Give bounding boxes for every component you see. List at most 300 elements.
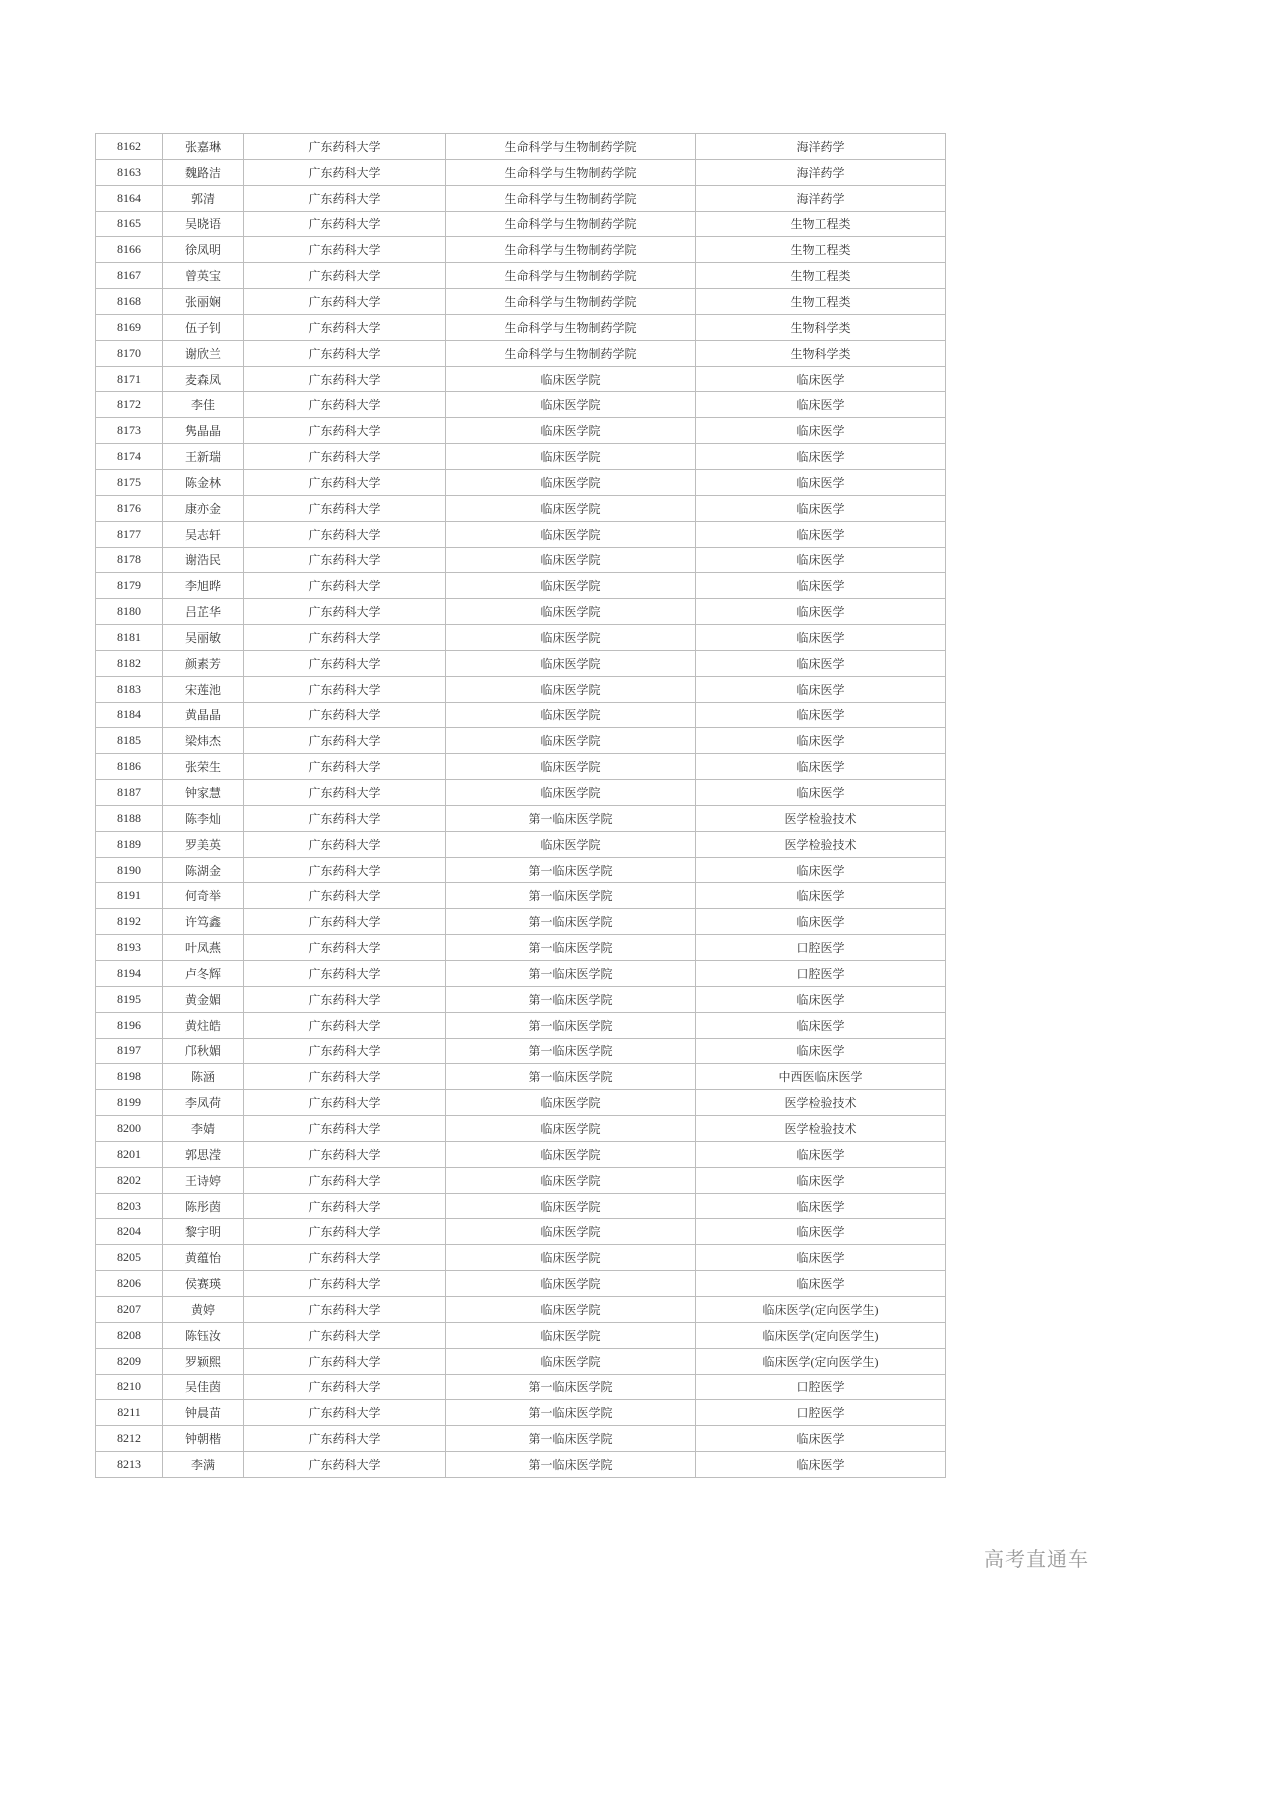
table-cell: 临床医学院 xyxy=(446,495,696,521)
table-cell: 8194 xyxy=(96,961,163,987)
table-cell: 广东药科大学 xyxy=(244,1038,446,1064)
table-cell: 临床医学 xyxy=(696,1012,946,1038)
table-cell: 8170 xyxy=(96,340,163,366)
table-cell: 临床医学 xyxy=(696,1426,946,1452)
table-cell: 临床医学院 xyxy=(446,728,696,754)
table-cell: 广东药科大学 xyxy=(244,728,446,754)
table-row xyxy=(96,237,946,263)
table-cell: 8204 xyxy=(96,1219,163,1245)
table-cell: 临床医学院 xyxy=(446,366,696,392)
table-cell: 广东药科大学 xyxy=(244,495,446,521)
table-cell: 8203 xyxy=(96,1193,163,1219)
table-row xyxy=(96,1271,946,1297)
table-cell: 8208 xyxy=(96,1322,163,1348)
table-cell: 广东药科大学 xyxy=(244,263,446,289)
table-cell: 钟晨苗 xyxy=(163,1400,244,1426)
table-cell: 临床医学 xyxy=(696,1452,946,1478)
table-cell: 医学检验技术 xyxy=(696,805,946,831)
table-cell: 临床医学 xyxy=(696,418,946,444)
table-cell: 陈彤茵 xyxy=(163,1193,244,1219)
table-cell: 第一临床医学院 xyxy=(446,935,696,961)
table-row xyxy=(96,754,946,780)
table-cell: 隽晶晶 xyxy=(163,418,244,444)
table-cell: 广东药科大学 xyxy=(244,1296,446,1322)
table-row xyxy=(96,857,946,883)
table-cell: 医学检验技术 xyxy=(696,1090,946,1116)
table-row xyxy=(96,314,946,340)
table-row xyxy=(96,573,946,599)
table-cell: 8162 xyxy=(96,134,163,160)
table-row xyxy=(96,1116,946,1142)
table-cell: 临床医学院 xyxy=(446,1271,696,1297)
table-row xyxy=(96,625,946,651)
table-row xyxy=(96,1064,946,1090)
table-cell: 罗颖熙 xyxy=(163,1348,244,1374)
table-cell: 临床医学 xyxy=(696,469,946,495)
table-cell: 第一临床医学院 xyxy=(446,1064,696,1090)
table-cell: 陈涵 xyxy=(163,1064,244,1090)
table-cell: 8165 xyxy=(96,211,163,237)
table-cell: 临床医学 xyxy=(696,366,946,392)
table-cell: 8187 xyxy=(96,780,163,806)
table-row xyxy=(96,650,946,676)
table-row xyxy=(96,1374,946,1400)
table-cell: 广东药科大学 xyxy=(244,599,446,625)
table-cell: 广东药科大学 xyxy=(244,831,446,857)
table-row xyxy=(96,1245,946,1271)
table-cell: 广东药科大学 xyxy=(244,573,446,599)
table-cell: 海洋药学 xyxy=(696,159,946,185)
table-cell: 广东药科大学 xyxy=(244,1374,446,1400)
table-cell: 8181 xyxy=(96,625,163,651)
table-cell: 王新瑞 xyxy=(163,444,244,470)
table-cell: 第一临床医学院 xyxy=(446,1452,696,1478)
table-cell: 生物工程类 xyxy=(696,237,946,263)
table-cell: 陈钰汝 xyxy=(163,1322,244,1348)
table-row xyxy=(96,159,946,185)
table-cell: 第一临床医学院 xyxy=(446,1012,696,1038)
table-cell: 吴志轩 xyxy=(163,521,244,547)
table-cell: 李佳 xyxy=(163,392,244,418)
table-cell: 广东药科大学 xyxy=(244,159,446,185)
table-cell: 广东药科大学 xyxy=(244,1348,446,1374)
table-cell: 生命科学与生物制药学院 xyxy=(446,289,696,315)
table-cell: 临床医学院 xyxy=(446,444,696,470)
table-cell: 广东药科大学 xyxy=(244,469,446,495)
table-row xyxy=(96,780,946,806)
table-cell: 生物科学类 xyxy=(696,314,946,340)
table-cell: 第一临床医学院 xyxy=(446,909,696,935)
table-cell: 临床医学院 xyxy=(446,702,696,728)
table-cell: 8201 xyxy=(96,1141,163,1167)
table-cell: 梁炜杰 xyxy=(163,728,244,754)
table-cell: 第一临床医学院 xyxy=(446,1038,696,1064)
table-cell: 徐凤明 xyxy=(163,237,244,263)
table-cell: 临床医学(定向医学生) xyxy=(696,1348,946,1374)
table-cell: 临床医学 xyxy=(696,1038,946,1064)
table-cell: 临床医学院 xyxy=(446,1116,696,1142)
table-cell: 临床医学院 xyxy=(446,1141,696,1167)
table-cell: 临床医学(定向医学生) xyxy=(696,1296,946,1322)
table-cell: 临床医学院 xyxy=(446,599,696,625)
table-cell: 广东药科大学 xyxy=(244,909,446,935)
table-cell: 广东药科大学 xyxy=(244,1245,446,1271)
table-cell: 吴晓语 xyxy=(163,211,244,237)
table-cell: 8176 xyxy=(96,495,163,521)
table-cell: 临床医学 xyxy=(696,625,946,651)
table-cell: 8192 xyxy=(96,909,163,935)
table-row xyxy=(96,1426,946,1452)
table-cell: 海洋药学 xyxy=(696,185,946,211)
table-cell: 8182 xyxy=(96,650,163,676)
table-cell: 郭清 xyxy=(163,185,244,211)
table-cell: 李满 xyxy=(163,1452,244,1478)
table-row xyxy=(96,1322,946,1348)
table-cell: 临床医学 xyxy=(696,444,946,470)
table-cell: 临床医学院 xyxy=(446,1322,696,1348)
table-cell: 广东药科大学 xyxy=(244,702,446,728)
table-cell: 临床医学院 xyxy=(446,831,696,857)
table-cell: 临床医学 xyxy=(696,1193,946,1219)
table-cell: 临床医学院 xyxy=(446,1219,696,1245)
table-cell: 临床医学院 xyxy=(446,469,696,495)
table-row xyxy=(96,1090,946,1116)
table-cell: 临床医学院 xyxy=(446,1090,696,1116)
table-row xyxy=(96,909,946,935)
table-cell: 口腔医学 xyxy=(696,1400,946,1426)
table-cell: 谢欣兰 xyxy=(163,340,244,366)
table-cell: 第一临床医学院 xyxy=(446,883,696,909)
table-cell: 临床医学 xyxy=(696,1141,946,1167)
table-cell: 8183 xyxy=(96,676,163,702)
table-cell: 许笃鑫 xyxy=(163,909,244,935)
table-row xyxy=(96,728,946,754)
table-cell: 8171 xyxy=(96,366,163,392)
table-cell: 临床医学 xyxy=(696,650,946,676)
table-cell: 8188 xyxy=(96,805,163,831)
table-cell: 广东药科大学 xyxy=(244,1219,446,1245)
table-cell: 广东药科大学 xyxy=(244,1400,446,1426)
table-row xyxy=(96,289,946,315)
table-cell: 广东药科大学 xyxy=(244,392,446,418)
table-cell: 广东药科大学 xyxy=(244,961,446,987)
table-cell: 临床医学院 xyxy=(446,754,696,780)
table-cell: 黄金媚 xyxy=(163,986,244,1012)
table-cell: 临床医学院 xyxy=(446,1348,696,1374)
table-cell: 吴丽敏 xyxy=(163,625,244,651)
table-row xyxy=(96,495,946,521)
table-cell: 广东药科大学 xyxy=(244,547,446,573)
table-cell: 8174 xyxy=(96,444,163,470)
table-cell: 广东药科大学 xyxy=(244,1012,446,1038)
table-cell: 生命科学与生物制药学院 xyxy=(446,159,696,185)
table-cell: 8175 xyxy=(96,469,163,495)
table-cell: 8179 xyxy=(96,573,163,599)
table-cell: 生物科学类 xyxy=(696,340,946,366)
table-cell: 黄蕴怡 xyxy=(163,1245,244,1271)
table-cell: 8173 xyxy=(96,418,163,444)
table-cell: 8205 xyxy=(96,1245,163,1271)
table-row xyxy=(96,883,946,909)
table-cell: 张荣生 xyxy=(163,754,244,780)
table-row xyxy=(96,1348,946,1374)
table-cell: 临床医学院 xyxy=(446,392,696,418)
table-row xyxy=(96,263,946,289)
table-cell: 临床医学院 xyxy=(446,573,696,599)
table-cell: 临床医学院 xyxy=(446,1167,696,1193)
table-cell: 广东药科大学 xyxy=(244,986,446,1012)
table-row xyxy=(96,1296,946,1322)
table-cell: 8197 xyxy=(96,1038,163,1064)
table-row xyxy=(96,599,946,625)
table-cell: 广东药科大学 xyxy=(244,185,446,211)
table-cell: 临床医学 xyxy=(696,780,946,806)
table-row xyxy=(96,1141,946,1167)
table-cell: 临床医学 xyxy=(696,702,946,728)
table-cell: 广东药科大学 xyxy=(244,857,446,883)
table-cell: 8189 xyxy=(96,831,163,857)
table-cell: 侯赛瑛 xyxy=(163,1271,244,1297)
table-cell: 8169 xyxy=(96,314,163,340)
table-row xyxy=(96,676,946,702)
table-row xyxy=(96,1219,946,1245)
table-cell: 陈金林 xyxy=(163,469,244,495)
table-cell: 临床医学院 xyxy=(446,625,696,651)
table-cell: 广东药科大学 xyxy=(244,418,446,444)
table-cell: 8211 xyxy=(96,1400,163,1426)
table-row xyxy=(96,185,946,211)
table-cell: 广东药科大学 xyxy=(244,625,446,651)
table-cell: 临床医学院 xyxy=(446,547,696,573)
table-cell: 广东药科大学 xyxy=(244,935,446,961)
table-cell: 广东药科大学 xyxy=(244,1167,446,1193)
table-row xyxy=(96,418,946,444)
table-cell: 临床医学院 xyxy=(446,780,696,806)
table-cell: 广东药科大学 xyxy=(244,1426,446,1452)
table-cell: 钟朝楷 xyxy=(163,1426,244,1452)
table-cell: 钟家慧 xyxy=(163,780,244,806)
table-row xyxy=(96,366,946,392)
table-cell: 临床医学 xyxy=(696,1245,946,1271)
table-cell: 何奇举 xyxy=(163,883,244,909)
table-cell: 广东药科大学 xyxy=(244,1322,446,1348)
table-cell: 邝秋媚 xyxy=(163,1038,244,1064)
table-cell: 中西医临床医学 xyxy=(696,1064,946,1090)
table-cell: 口腔医学 xyxy=(696,961,946,987)
table-cell: 宋莲池 xyxy=(163,676,244,702)
table-cell: 广东药科大学 xyxy=(244,340,446,366)
table-cell: 广东药科大学 xyxy=(244,314,446,340)
table-cell: 广东药科大学 xyxy=(244,134,446,160)
table-cell: 生命科学与生物制药学院 xyxy=(446,185,696,211)
table-cell: 临床医学院 xyxy=(446,418,696,444)
table-cell: 麦森凤 xyxy=(163,366,244,392)
table-cell: 伍子钊 xyxy=(163,314,244,340)
table-cell: 临床医学 xyxy=(696,676,946,702)
table-cell: 生命科学与生物制药学院 xyxy=(446,314,696,340)
table-cell: 第一临床医学院 xyxy=(446,1400,696,1426)
table-cell: 临床医学 xyxy=(696,599,946,625)
table-row xyxy=(96,986,946,1012)
table-cell: 临床医学 xyxy=(696,728,946,754)
table-cell: 李旭晔 xyxy=(163,573,244,599)
table-cell: 8178 xyxy=(96,547,163,573)
table-row xyxy=(96,961,946,987)
table-cell: 8172 xyxy=(96,392,163,418)
table-cell: 临床医学院 xyxy=(446,521,696,547)
table-cell: 广东药科大学 xyxy=(244,754,446,780)
table-cell: 第一临床医学院 xyxy=(446,857,696,883)
table-cell: 8190 xyxy=(96,857,163,883)
table-cell: 临床医学 xyxy=(696,1167,946,1193)
table-cell: 口腔医学 xyxy=(696,935,946,961)
table-row xyxy=(96,392,946,418)
table-cell: 医学检验技术 xyxy=(696,831,946,857)
table-row xyxy=(96,469,946,495)
table-cell: 临床医学 xyxy=(696,392,946,418)
table-cell: 谢浩民 xyxy=(163,547,244,573)
table-cell: 临床医学 xyxy=(696,986,946,1012)
table-cell: 陈湖金 xyxy=(163,857,244,883)
table-cell: 张丽娴 xyxy=(163,289,244,315)
table-row xyxy=(96,702,946,728)
table-cell: 黎宇明 xyxy=(163,1219,244,1245)
table-cell: 8213 xyxy=(96,1452,163,1478)
table-cell: 广东药科大学 xyxy=(244,780,446,806)
table-cell: 8168 xyxy=(96,289,163,315)
table-cell: 医学检验技术 xyxy=(696,1116,946,1142)
table-row xyxy=(96,805,946,831)
table-cell: 第一临床医学院 xyxy=(446,986,696,1012)
table-cell: 广东药科大学 xyxy=(244,521,446,547)
table-cell: 临床医学院 xyxy=(446,1245,696,1271)
table-row xyxy=(96,1400,946,1426)
table-cell: 广东药科大学 xyxy=(244,1064,446,1090)
table-row xyxy=(96,831,946,857)
table-cell: 陈李灿 xyxy=(163,805,244,831)
table-cell: 王诗婷 xyxy=(163,1167,244,1193)
table-cell: 广东药科大学 xyxy=(244,366,446,392)
table-cell: 8199 xyxy=(96,1090,163,1116)
table-cell: 8200 xyxy=(96,1116,163,1142)
table-cell: 生命科学与生物制药学院 xyxy=(446,263,696,289)
table-cell: 8209 xyxy=(96,1348,163,1374)
table-cell: 广东药科大学 xyxy=(244,883,446,909)
table-cell: 8193 xyxy=(96,935,163,961)
table-row xyxy=(96,1038,946,1064)
table-cell: 黄婷 xyxy=(163,1296,244,1322)
table-row xyxy=(96,134,946,160)
table-cell: 临床医学 xyxy=(696,754,946,780)
table-cell: 临床医学 xyxy=(696,521,946,547)
table-cell: 8164 xyxy=(96,185,163,211)
table-row xyxy=(96,1452,946,1478)
table-cell: 广东药科大学 xyxy=(244,444,446,470)
table-cell: 临床医学院 xyxy=(446,676,696,702)
table-row xyxy=(96,1193,946,1219)
table-cell: 吴佳茵 xyxy=(163,1374,244,1400)
student-major-assignment-table xyxy=(95,133,946,1478)
table-cell: 生命科学与生物制药学院 xyxy=(446,340,696,366)
table-row xyxy=(96,547,946,573)
table-cell: 生物工程类 xyxy=(696,263,946,289)
table-cell: 第一临床医学院 xyxy=(446,961,696,987)
table-cell: 第一临床医学院 xyxy=(446,805,696,831)
table-cell: 8184 xyxy=(96,702,163,728)
table-cell: 8163 xyxy=(96,159,163,185)
table-cell: 8206 xyxy=(96,1271,163,1297)
table-cell: 广东药科大学 xyxy=(244,1271,446,1297)
table-cell: 康亦金 xyxy=(163,495,244,521)
table-cell: 罗美英 xyxy=(163,831,244,857)
table-cell: 临床医学(定向医学生) xyxy=(696,1322,946,1348)
table-cell: 第一临床医学院 xyxy=(446,1374,696,1400)
table-cell: 黄炷皓 xyxy=(163,1012,244,1038)
table-cell: 广东药科大学 xyxy=(244,211,446,237)
table-cell: 临床医学 xyxy=(696,1219,946,1245)
table-cell: 临床医学 xyxy=(696,857,946,883)
table-cell: 8185 xyxy=(96,728,163,754)
table-cell: 广东药科大学 xyxy=(244,1452,446,1478)
table-cell: 黄晶晶 xyxy=(163,702,244,728)
table-cell: 8180 xyxy=(96,599,163,625)
table-cell: 临床医学院 xyxy=(446,650,696,676)
table-cell: 8191 xyxy=(96,883,163,909)
table-cell: 曾英宝 xyxy=(163,263,244,289)
table-cell: 卢冬辉 xyxy=(163,961,244,987)
table-cell: 广东药科大学 xyxy=(244,1141,446,1167)
table-cell: 广东药科大学 xyxy=(244,1090,446,1116)
table-cell: 生物工程类 xyxy=(696,211,946,237)
table-cell: 8212 xyxy=(96,1426,163,1452)
table-cell: 临床医学院 xyxy=(446,1193,696,1219)
table-cell: 广东药科大学 xyxy=(244,676,446,702)
table-cell: 8202 xyxy=(96,1167,163,1193)
table-cell: 8166 xyxy=(96,237,163,263)
table-cell: 叶凤燕 xyxy=(163,935,244,961)
student-table-body xyxy=(96,134,946,1478)
table-cell: 8167 xyxy=(96,263,163,289)
table-cell: 8195 xyxy=(96,986,163,1012)
table-cell: 临床医学 xyxy=(696,883,946,909)
table-cell: 临床医学 xyxy=(696,1271,946,1297)
table-cell: 生命科学与生物制药学院 xyxy=(446,237,696,263)
table-cell: 吕芷华 xyxy=(163,599,244,625)
table-cell: 郭思滢 xyxy=(163,1141,244,1167)
table-cell: 临床医学 xyxy=(696,573,946,599)
table-cell: 临床医学 xyxy=(696,495,946,521)
table-cell: 生物工程类 xyxy=(696,289,946,315)
table-cell: 8177 xyxy=(96,521,163,547)
table-cell: 广东药科大学 xyxy=(244,650,446,676)
table-row xyxy=(96,521,946,547)
table-cell: 8210 xyxy=(96,1374,163,1400)
table-cell: 广东药科大学 xyxy=(244,1116,446,1142)
table-cell: 生命科学与生物制药学院 xyxy=(446,211,696,237)
table-cell: 临床医学 xyxy=(696,909,946,935)
table-row xyxy=(96,340,946,366)
table-cell: 8207 xyxy=(96,1296,163,1322)
table-row xyxy=(96,935,946,961)
table-cell: 海洋药学 xyxy=(696,134,946,160)
table-cell: 李凤荷 xyxy=(163,1090,244,1116)
table-row xyxy=(96,211,946,237)
table-cell: 第一临床医学院 xyxy=(446,1426,696,1452)
table-cell: 张嘉琳 xyxy=(163,134,244,160)
table-cell: 临床医学 xyxy=(696,547,946,573)
table-cell: 广东药科大学 xyxy=(244,289,446,315)
table-cell: 魏路洁 xyxy=(163,159,244,185)
